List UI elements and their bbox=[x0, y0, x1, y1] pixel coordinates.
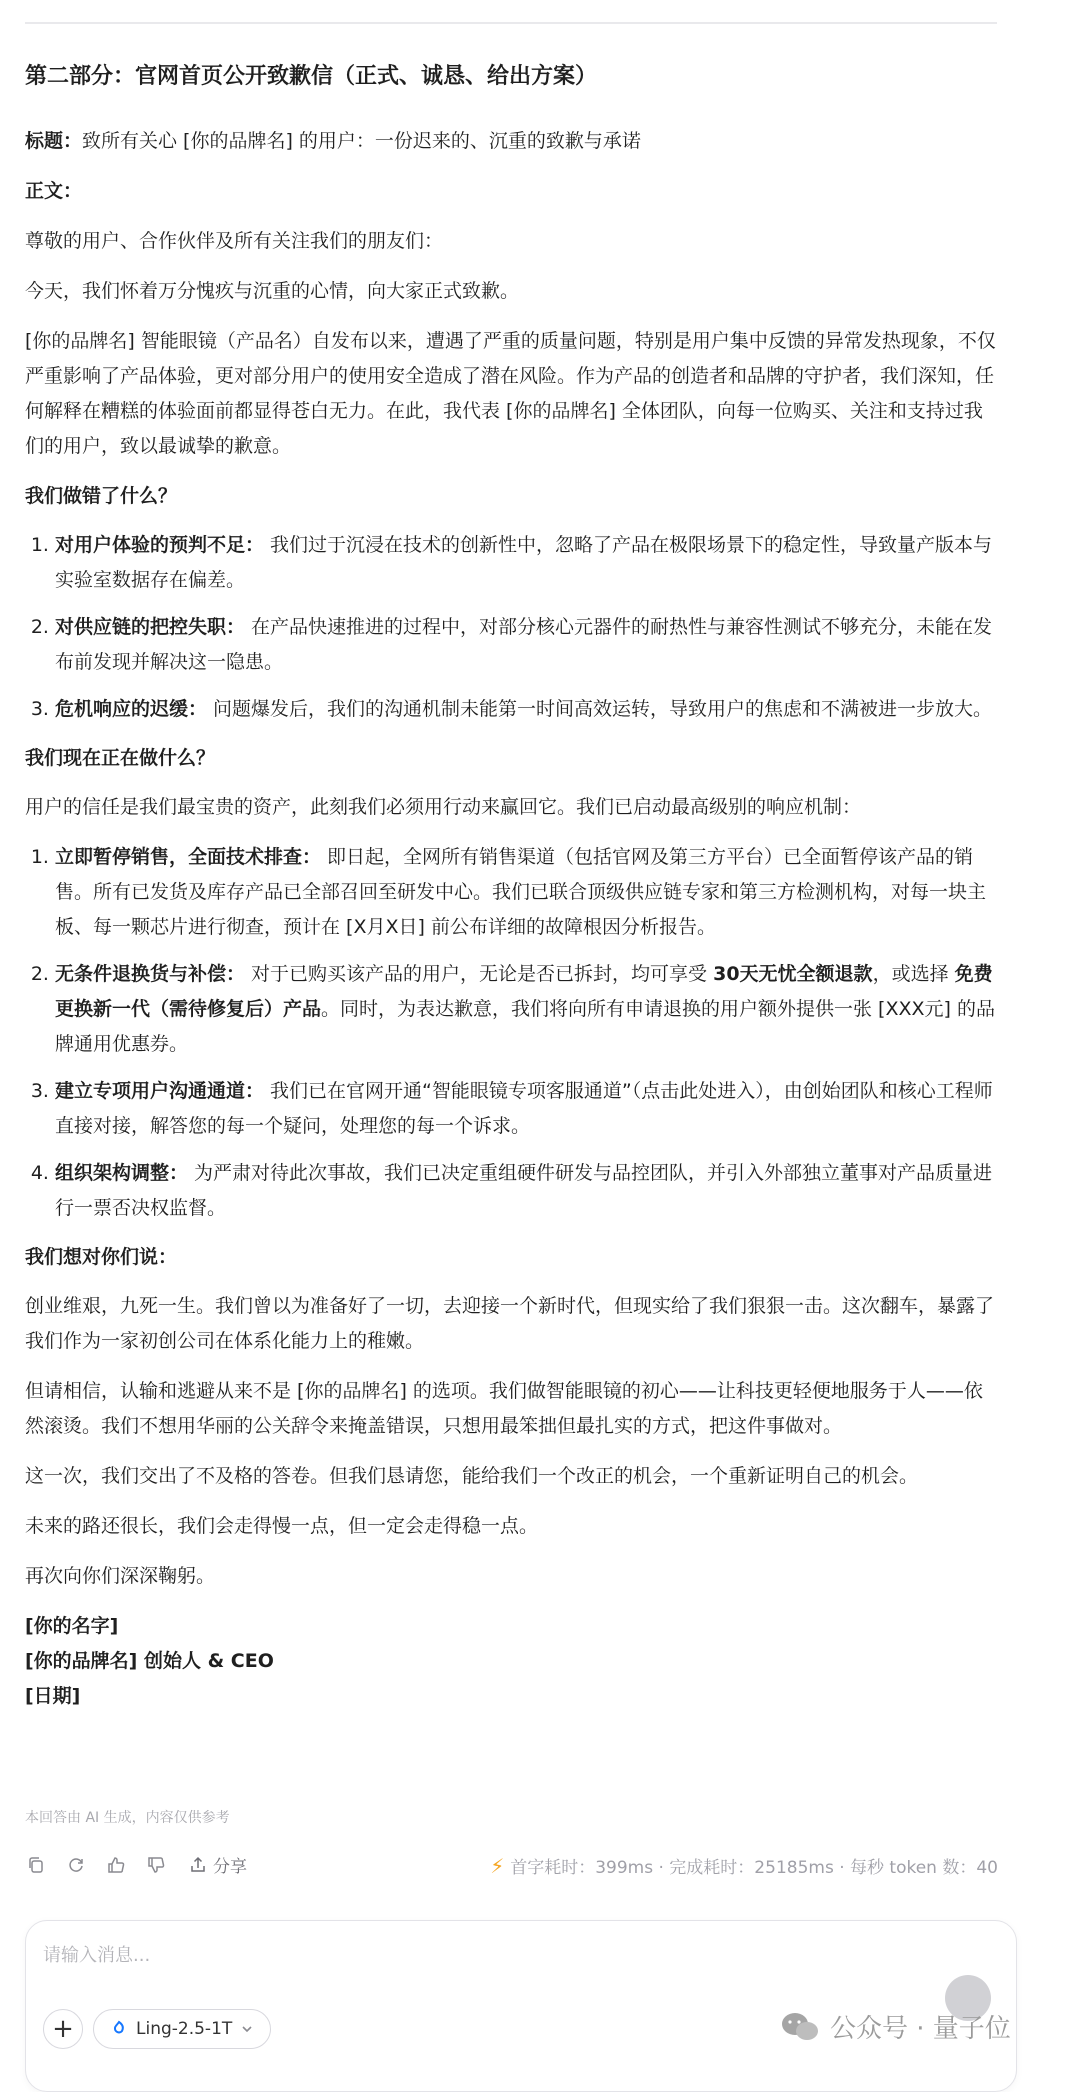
wechat-icon bbox=[780, 2011, 820, 2043]
chevron-down-icon bbox=[240, 2022, 254, 2036]
lightning-icon: ⚡ bbox=[490, 1853, 505, 1878]
watermark-text: 公众号 · 量子位 bbox=[830, 2014, 1011, 2044]
model-name: Ling-2.5-1T bbox=[136, 2019, 233, 2039]
mistakes-list bbox=[25, 528, 1000, 727]
signature-date: [日期] bbox=[25, 1685, 81, 1707]
ai-disclaimer: 本回答由 AI 生成，内容仅供参考 bbox=[25, 1810, 230, 1826]
add-button[interactable] bbox=[43, 2009, 83, 2049]
intro-paragraph: [你的品牌名] 智能眼镜（产品名）自发布以来，遭遇了严重的质量问题，特别是用户集中反馈的异常发热现象，不仅严重影响了产品体验，更对部分用户的使用安全造成了潜在风险。作为产品的创造者和品牌的守护者，我们深知，任何解释在糟糕的体验面前都显得苍白无力。在此，我代表 [你的品牌名] 全体团队，向每一位购买、关注和支持过我们的用户，致以最诚挚的歉意。 bbox=[25, 330, 996, 457]
list-item: 2. 对供应链的把控失职： 在产品快速推进的过程中，对部分核心元器件的耐热性与兼容性测试不够充分，未能在发布前发现并解决这一隐患。 bbox=[55, 610, 1000, 680]
message-composer bbox=[25, 1920, 1017, 2092]
closing-paragraph: 创业维艰，九死一生。我们曾以为准备好了一切，去迎接一个新时代，但现实给了我们狠狠一击。这次翻车，暴露了我们作为一家初创公司在体系化能力上的稚嫩。 bbox=[25, 1295, 995, 1352]
share-button[interactable] bbox=[189, 1852, 247, 1877]
section-heading: 我们做错了什么？ bbox=[25, 485, 178, 507]
plus-icon: + bbox=[52, 2014, 74, 2044]
closing-paragraph: 再次向你们深深鞠躬。 bbox=[25, 1565, 216, 1587]
message-input[interactable]: 请输入消息... bbox=[43, 1945, 151, 1966]
signature bbox=[25, 1609, 1000, 1714]
body-label: 正文： bbox=[25, 180, 83, 202]
copy-icon[interactable] bbox=[25, 1854, 47, 1876]
list-item: 3. 建立专项用户沟通通道： 我们已在官网开通“智能眼镜专项客服通道”（点击此处进入），由创始团队和核心工程师直接对接，解答您的每一个疑问，处理您的每一个诉求。 bbox=[55, 1074, 1000, 1144]
message-content bbox=[25, 60, 1000, 1714]
closing-paragraph: 这一次，我们交出了不及格的答卷。但我们恳请您，能给我们一个改正的机会，一个重新证明自己的机会。 bbox=[25, 1465, 919, 1487]
signature-role: [你的品牌名] 创始人 & CEO bbox=[25, 1650, 274, 1672]
divider bbox=[25, 22, 997, 24]
greeting: 尊敬的用户、合作伙伴及所有关注我们的朋友们： bbox=[25, 230, 444, 252]
regenerate-icon[interactable] bbox=[65, 1854, 87, 1876]
share-icon bbox=[189, 1856, 207, 1874]
section-heading: 我们想对你们说： bbox=[25, 1246, 178, 1268]
share-label: 分享 bbox=[213, 1857, 247, 1877]
page-title: 第二部分：官网首页公开致歉信（正式、诚恳、给出方案） bbox=[25, 64, 598, 89]
actions-list bbox=[25, 840, 1000, 1226]
list-item: 1. 立即暂停销售，全面技术排查： 即日起，全网所有销售渠道（包括官网及第三方平台）已全面暂停该产品的销售。所有已发货及库存产品已全部召回至研发中心。我们已联合顶级供应链专家和第三方检测机构，对每一块主板、每一颗芯片进行彻查，预计在 [X月X日] 前公布详细的故障根因分析报告。 bbox=[55, 840, 1000, 945]
section-heading: 我们现在正在做什么？ bbox=[25, 747, 216, 769]
list-item: 3. 危机响应的迟缓： 问题爆发后，我们的沟通机制未能第一时间高效运转，导致用户的焦虑和不满被进一步放大。 bbox=[55, 692, 1000, 727]
list-item: 1. 对用户体验的预判不足： 我们过于沉浸在技术的创新性中，忽略了产品在极限场景下的稳定性，导致量产版本与实验室数据存在偏差。 bbox=[55, 528, 1000, 598]
model-logo-icon bbox=[110, 2020, 128, 2038]
section-intro: 用户的信任是我们最宝贵的资产，此刻我们必须用行动来赢回它。我们已启动最高级别的响应机制： bbox=[25, 796, 862, 818]
intro-paragraph: 今天，我们怀着万分愧疚与沉重的心情，向大家正式致歉。 bbox=[25, 280, 520, 302]
thumbs-down-icon[interactable] bbox=[145, 1854, 167, 1876]
thumbs-up-icon[interactable] bbox=[105, 1854, 127, 1876]
model-selector[interactable] bbox=[93, 2009, 271, 2049]
list-item: 2. 无条件退换货与补偿： 对于已购买该产品的用户，无论是否已拆封，均可享受 30天无忧全额退款，或选择 免费更换新一代（需待修复后）产品。同时，为表达歉意，我们将向所有申请退换的用户额外提供一张 [XXX元] 的品牌通用优惠券。 bbox=[55, 957, 1000, 1062]
generation-stats bbox=[490, 1853, 998, 1878]
list-item: 4. 组织架构调整： 为严肃对待此次事故，我们已决定重组硬件研发与品控团队，并引入外部独立董事对产品质量进行一票否决权监督。 bbox=[55, 1156, 1000, 1226]
closing-paragraph: 但请相信，认输和逃避从来不是 [你的品牌名] 的选项。我们做智能眼镜的初心——让科技更轻便地服务于人——依然滚烫。我们不想用华丽的公关辞令来掩盖错误，只想用最笨拙但最扎实的方式，把这件事做对。 bbox=[25, 1380, 983, 1437]
closing-paragraph: 未来的路还很长，我们会走得慢一点，但一定会走得稳一点。 bbox=[25, 1515, 539, 1537]
message-actions bbox=[25, 1852, 247, 1877]
stats-text: 首字耗时：399ms · 完成耗时：25185ms · 每秒 token 数：40 bbox=[510, 1858, 998, 1878]
letter-title: 标题：致所有关心 [你的品牌名] 的用户：一份迟来的、沉重的致歉与承诺 bbox=[25, 130, 641, 152]
signature-name: [你的名字] bbox=[25, 1615, 119, 1637]
watermark bbox=[780, 2008, 1011, 2045]
